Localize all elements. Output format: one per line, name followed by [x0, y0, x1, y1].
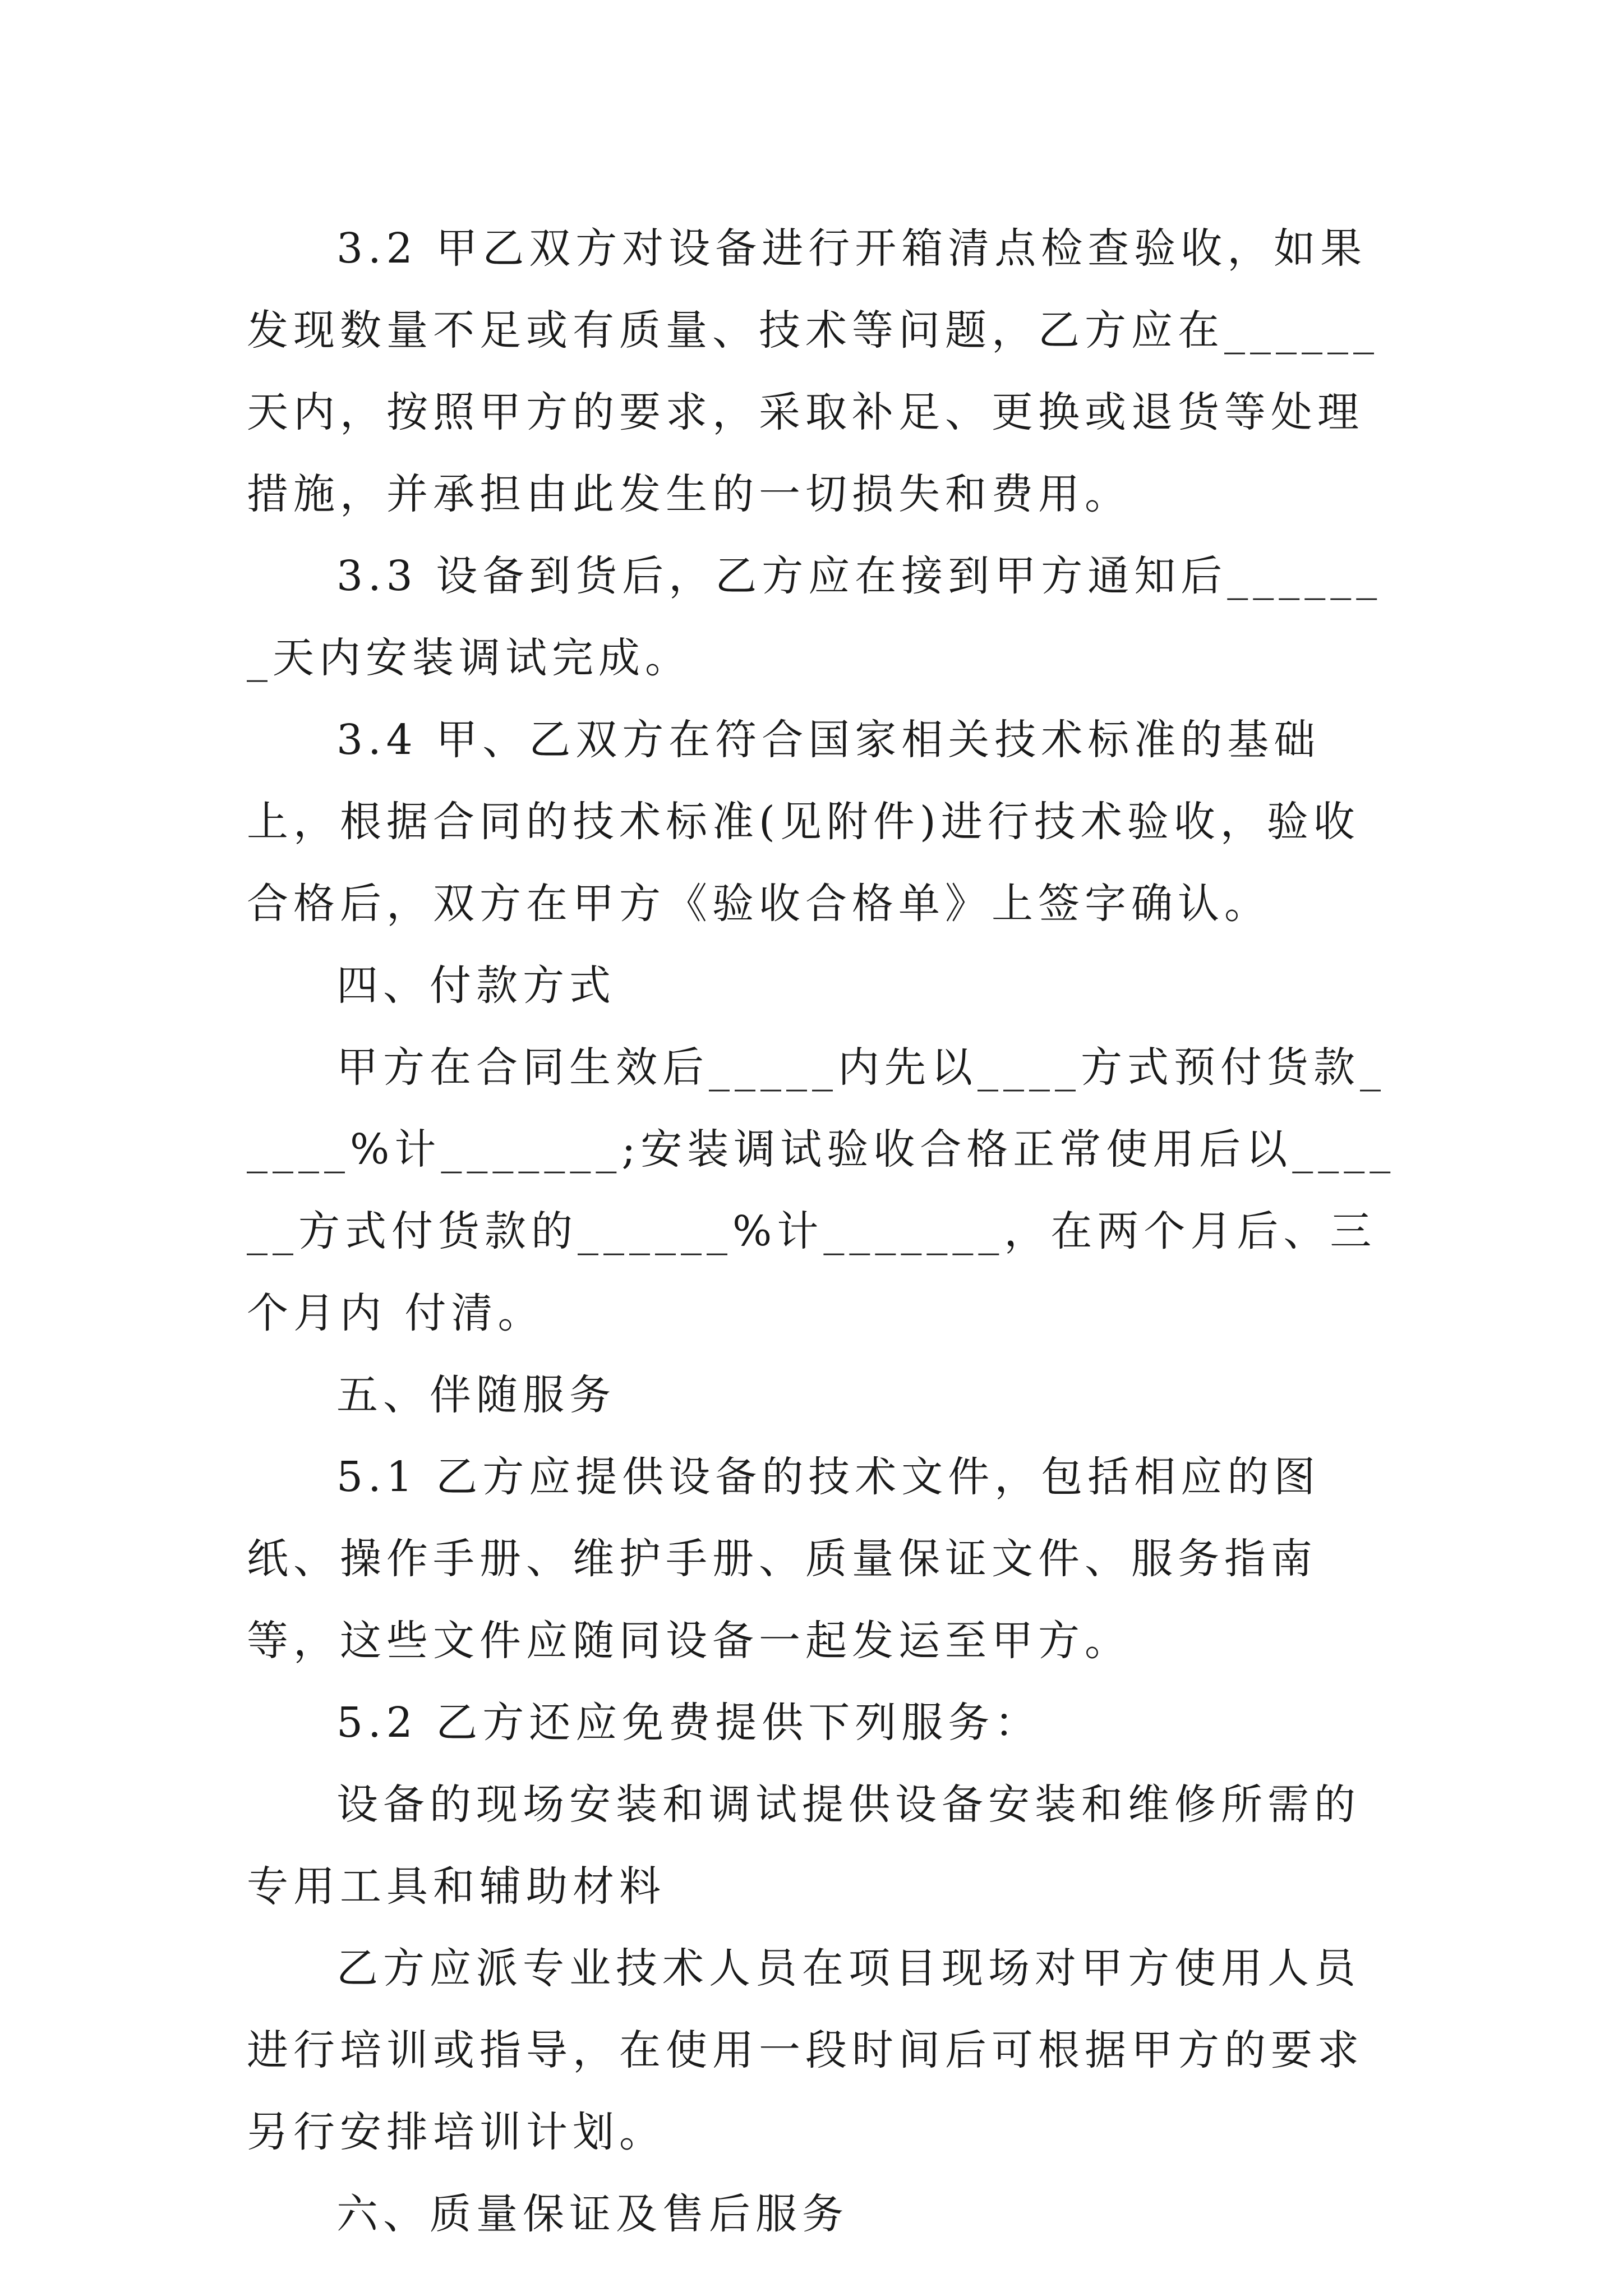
clause-3-3: 3.3 设备到货后，乙方应在接到甲方通知后_______天内安装调试完成。	[247, 552, 1382, 682]
document-page	[247, 208, 1396, 2255]
payment-terms: 甲方在合同生效后_____内先以____方式预付货款_____%计_______;安装调试验收合格正常使用后以______方式付货款的______%计_______，在两个月后、三个月内 付清。	[247, 1043, 1396, 1337]
clause-5-2-item-installation: 设备的现场安装和调试提供设备安装和维修所需的专用工具和辅助材料	[247, 1780, 1361, 1911]
clause-5-2-item-training: 乙方应派专业技术人员在项目现场对甲方使用人员进行培训或指导，在使用一段时间后可根据甲方的要求另行安排培训计划。	[247, 1944, 1364, 2156]
clause-3-4: 3.4 甲、乙双方在符合国家相关技术标准的基础上，根据合同的技术标准(见附件)进行技术验收，验收合格后，双方在甲方《验收合格单》上签字确认。	[247, 716, 1360, 928]
section-heading-warranty: 六、质量保证及售后服务	[336, 2190, 849, 2238]
clause-5-2: 5.2 乙方还应免费提供下列服务：	[336, 1699, 1041, 1747]
section-heading-payment: 四、付款方式	[336, 961, 616, 1010]
clause-5-1: 5.1 乙方应提供设备的技术文件，包括相应的图纸、操作手册、维护手册、质量保证文件、服务指南等，这些文件应随同设备一起发运至甲方。	[247, 1453, 1321, 1665]
clause-3-2: 3.2 甲乙双方对设备进行开箱清点检查验收，如果发现数量不足或有质量、技术等问题，乙方应在______天内，按照甲方的要求，采取补足、更换或退货等处理措施，并承担由此发生的一切损失和费用。	[247, 224, 1379, 518]
section-heading-services: 五、伴随服务	[336, 1371, 616, 1419]
